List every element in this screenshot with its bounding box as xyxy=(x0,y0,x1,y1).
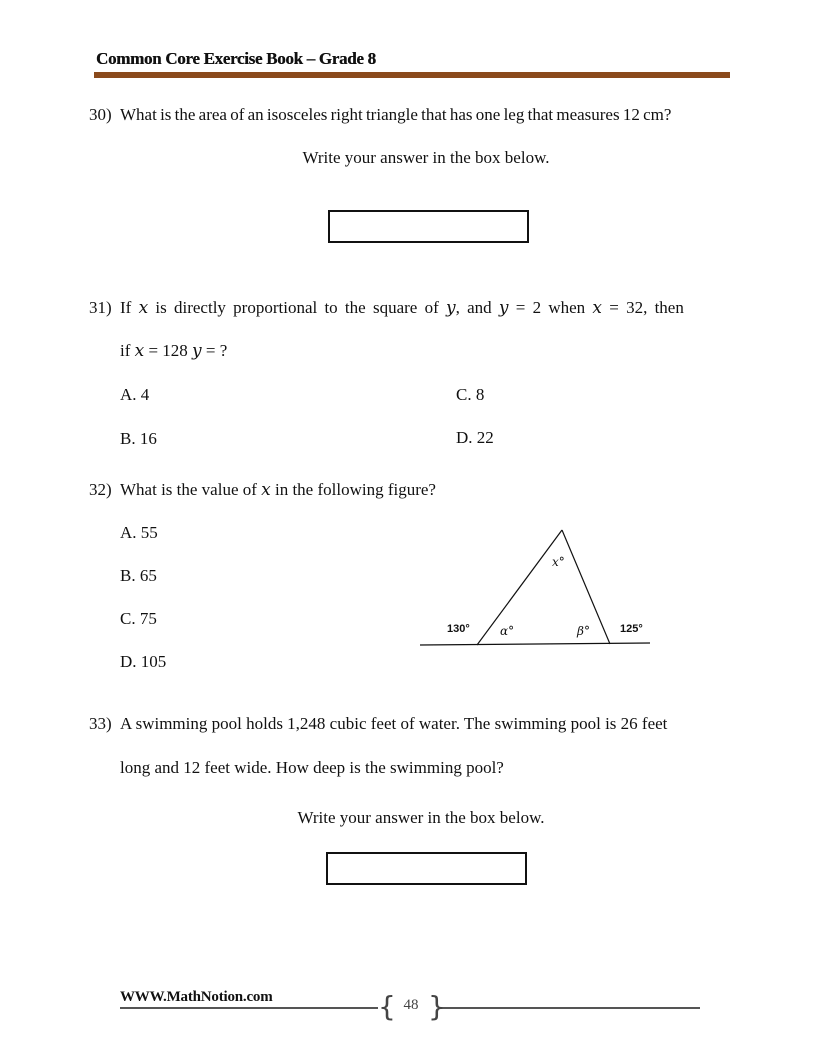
question-33-line-2: long and 12 feet wide. How deep is the swimming pool? xyxy=(120,758,504,777)
angle-125-label: 125° xyxy=(620,623,643,635)
angle-alpha-label: 𝛼° xyxy=(500,624,515,638)
question-32-number: 32) xyxy=(89,480,112,499)
question-31-line-2: if 𝑥 = 128 𝑦 = ? xyxy=(120,341,228,360)
question-31-line-1: If 𝑥 is directly proportional to the square of 𝑦, and 𝑦 = 2 when 𝑥 = 32, then xyxy=(120,298,684,317)
question-30-instruction: Write your answer in the box below. xyxy=(302,148,550,167)
question-31-number: 31) xyxy=(89,298,112,317)
question-32-choice-b[interactable]: B. 65 xyxy=(120,566,157,585)
question-31-choice-d[interactable]: D. 22 xyxy=(456,428,494,447)
question-32-choice-c[interactable]: C. 75 xyxy=(120,609,157,628)
footer-website[interactable]: WWW.MathNotion.com xyxy=(120,989,273,1005)
question-30-answer-box[interactable] xyxy=(328,210,529,243)
question-31-choice-a[interactable]: A. 4 xyxy=(120,385,150,404)
page-bracket-right: } xyxy=(428,990,446,1023)
book-title: Common Core Exercise Book – Grade 8 xyxy=(96,49,376,68)
question-33-answer-box[interactable] xyxy=(326,852,527,885)
question-32-choice-d[interactable]: D. 105 xyxy=(120,652,167,671)
question-32-choice-a[interactable]: A. 55 xyxy=(120,523,158,542)
question-31-choice-b[interactable]: B. 16 xyxy=(120,429,157,448)
page-number: 48 xyxy=(403,997,419,1013)
angle-130-label: 130° xyxy=(447,623,470,635)
baseline-line xyxy=(420,643,650,645)
question-30-number: 30) xyxy=(89,105,112,124)
question-33-line-1: A swimming pool holds 1,248 cubic feet of water. The swimming pool is 26 feet xyxy=(120,714,668,733)
footer-rule-left xyxy=(120,1007,378,1009)
header-divider xyxy=(94,72,730,78)
question-30-text: What is the area of an isosceles right triangle that has one leg that measures 12 cm? xyxy=(120,105,672,124)
triangle-figure xyxy=(418,525,654,650)
question-32-text: What is the value of 𝑥 in the following figure? xyxy=(120,480,436,499)
angle-x-label: 𝑥° xyxy=(552,555,565,569)
question-33-instruction: Write your answer in the box below. xyxy=(297,808,545,827)
angle-beta-label: 𝛽° xyxy=(577,624,590,638)
question-31-choice-c[interactable]: C. 8 xyxy=(456,385,485,404)
triangle-left-side xyxy=(477,530,562,645)
page-bracket-left: { xyxy=(378,990,396,1023)
footer-rule-right xyxy=(440,1007,700,1009)
question-33-number: 33) xyxy=(89,714,112,733)
